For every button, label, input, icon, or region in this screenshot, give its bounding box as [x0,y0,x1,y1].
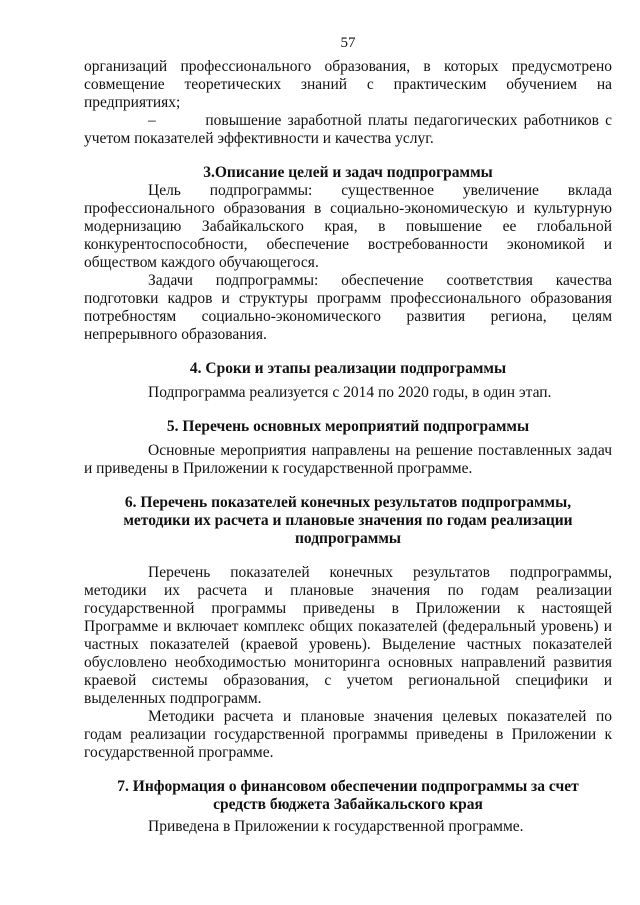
section-6-paragraph-2: Методики расчета и плановые значения целевых показателей по годам реализации государственной программы приведены в Приложении к государственной программе. [84,708,612,761]
section-3-tasks-paragraph: Задачи подпрограммы: обеспечение соответствия качества подготовки кадров и структуры программ профессионального образования потребностям социально-экономического развития региона, целям непрерывного образования. [84,272,612,343]
section-5-heading: 5. Перечень основных мероприятий подпрограммы [166,418,530,435]
section-7-paragraph: Приведена в Приложении к государственной программе. [148,818,524,835]
page-number: 57 [340,35,356,51]
section-4-heading: 4. Сроки и этапы реализации подпрограммы [189,360,507,377]
section-6-heading-line-3: подпрограммы [294,530,401,547]
section-6-heading-line-1: 6. Перечень показателей конечных результатов подпрограммы, [124,494,572,511]
section-7-heading-line-2: средств бюджета Забайкальского края [213,796,483,813]
section-7-heading-line-1: 7. Информация о финансовом обеспечении подпрограммы за счет [117,778,579,795]
intro-dash-item: – повышение заработной платы педагогических работников с учетом показателей эффективности и качества услуг. [84,112,612,147]
section-4-paragraph: Подпрограмма реализуется с 2014 по 2020 годы, в один этап. [148,384,552,401]
section-3-goal-paragraph: Цель подпрограммы: существенное увеличение вклада профессионального образования в социально-экономическую и культурную модернизацию Забайкальского края, в повышение ее глобальной конкурентоспособности, обеспечение востребованности экономикой и обществом каждого обучающегося. [84,182,612,271]
intro-paragraph: организаций профессионального образования, в которых предусмотрено совмещение теоретических знаний с практическим обучением на предприятиях; [84,58,612,111]
page-content [84,58,612,836]
section-3-heading: 3.Описание целей и задач подпрограммы [203,164,493,181]
section-5-paragraph: Основные мероприятия направлены на решение поставленных задач и приведены в Приложении к государственной программе. [84,442,612,477]
section-6-paragraph-1: Перечень показателей конечных результатов подпрограммы, методики их расчета и плановые значения по годам реализации государственной программы приведены в Приложении к настоящей Программе и включает комплекс общих показателей (федеральный уровень) и частных показателей (краевой уровень). Выделение частных показателей обусловлено необходимостью мониторинга основных направлений развития краевой системы образования, с учетом региональной специфики и выделенных подпрограмм. [84,564,612,707]
section-6-heading-line-2: методики их расчета и плановые значения по годам реализации [123,512,573,529]
